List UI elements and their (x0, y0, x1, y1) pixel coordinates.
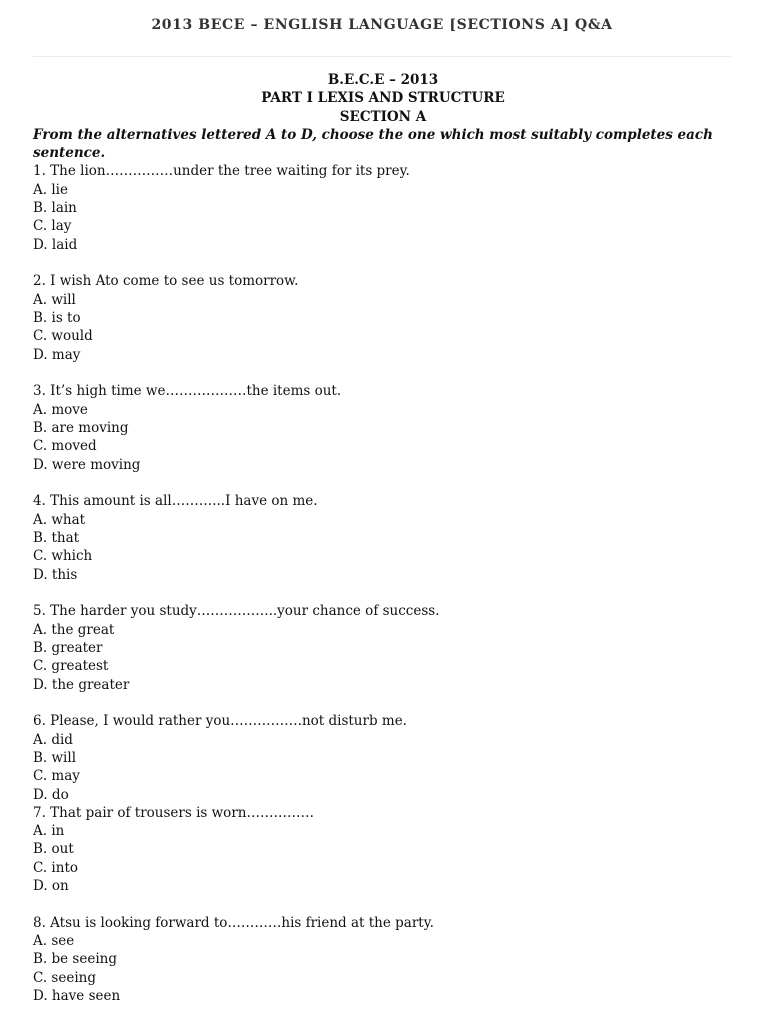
option-b: B. out (33, 841, 74, 858)
question-5 (33, 602, 733, 693)
option-d: D. this (33, 566, 78, 583)
option-d: D. were moving (33, 456, 141, 473)
option-a: A. in (33, 823, 65, 840)
option-b: B. are moving (33, 420, 129, 437)
spacer (33, 254, 733, 273)
question-stem: 8. Atsu is looking forward to…………his friend at the party. (33, 914, 434, 931)
question-stem: 6. Please, I would rather you…………….not disturb me. (33, 713, 407, 730)
option-d: D. on (33, 878, 69, 895)
question-7 (33, 804, 733, 895)
question-2 (33, 272, 733, 363)
spacer (33, 895, 733, 914)
instructions: From the alternatives lettered A to D, choose the one which most suitably completes each sentence. (33, 126, 713, 162)
part-heading: PART I LEXIS AND STRUCTURE (261, 90, 505, 107)
option-c: C. which (33, 548, 93, 565)
document-body (33, 71, 733, 1005)
question-stem: 4. This amount is all………...I have on me. (33, 493, 318, 510)
option-b: B. that (33, 530, 80, 547)
question-4 (33, 492, 733, 583)
option-c: C. lay (33, 218, 72, 235)
option-b: B. greater (33, 640, 103, 657)
option-a: A. lie (33, 181, 68, 198)
option-c: C. moved (33, 438, 97, 455)
question-stem: 1. The lion……………under the tree waiting for its prey. (33, 163, 410, 180)
option-c: C. may (33, 768, 80, 785)
option-d: D. may (33, 346, 81, 363)
option-c: C. would (33, 328, 93, 345)
spacer (33, 364, 733, 383)
option-a: A. see (33, 933, 75, 950)
question-stem: 5. The harder you study……………...your chance of success. (33, 603, 440, 620)
option-a: A. will (33, 291, 76, 308)
option-a: A. did (33, 731, 73, 748)
spacer (33, 584, 733, 603)
option-a: A. move (33, 401, 88, 418)
question-6 (33, 712, 733, 803)
question-8 (33, 914, 733, 1005)
spacer (33, 694, 733, 713)
exam-heading: B.E.C.E – 2013 (327, 72, 439, 88)
option-c: C. seeing (33, 969, 96, 986)
option-b: B. will (33, 750, 77, 766)
option-c: C. into (33, 859, 78, 876)
option-b: B. lain (33, 200, 77, 217)
document-title: 2013 BECE – ENGLISH LANGUAGE [SECTIONS A] Q&A (151, 17, 613, 33)
option-c: C. greatest (33, 658, 109, 675)
option-d: D. do (33, 786, 69, 803)
question-stem: 7. That pair of trousers is worn…………… (33, 804, 314, 821)
spacer (33, 474, 733, 493)
question-3 (33, 382, 733, 473)
option-a: A. the great (33, 621, 115, 638)
page-header (33, 0, 731, 57)
option-d: D. the greater (33, 676, 130, 693)
option-d: D. laid (33, 236, 78, 253)
section-heading: SECTION A (339, 108, 427, 125)
option-b: B. be seeing (33, 951, 117, 968)
question-stem: 3. It’s high time we………………the items out. (33, 383, 342, 400)
option-a: A. what (33, 511, 86, 528)
question-stem: 2. I wish Ato come to see us tomorrow. (33, 273, 299, 290)
question-1 (33, 162, 733, 253)
option-b: B. is to (33, 310, 81, 327)
option-d: D. have seen (33, 988, 121, 1005)
